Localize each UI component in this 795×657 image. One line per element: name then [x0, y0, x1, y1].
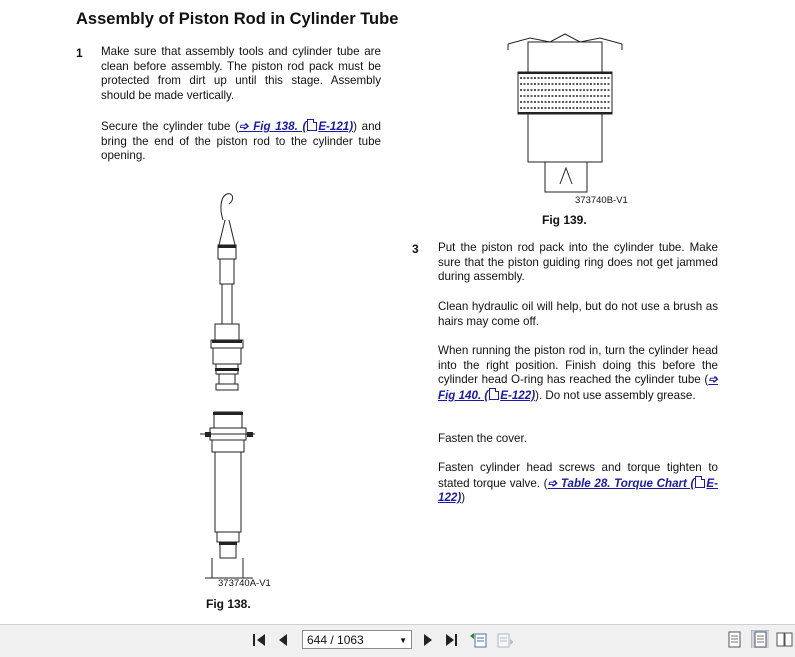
step-3-number: 3 — [412, 242, 419, 256]
chevron-down-icon: ▼ — [399, 636, 407, 645]
fig-139-drawing — [500, 24, 630, 199]
text5-suffix: ) — [461, 491, 466, 505]
fig-139-id: 373740B-V1 — [575, 195, 628, 206]
last-page-icon — [446, 634, 454, 646]
secure-suffix: ) and bring the end of the piston rod to the cylinder tube opening. — [101, 120, 381, 163]
continuous-page-icon — [755, 632, 766, 647]
table-28-link-page: E-122) — [438, 476, 718, 505]
page-indicator: 644 / 1063 — [307, 633, 364, 647]
fig-138-caption: Fig 138. — [206, 597, 251, 611]
document-icon — [695, 476, 705, 488]
single-page-view-button[interactable] — [727, 631, 745, 649]
facing-pages-icon — [777, 633, 792, 646]
fig-138-link-page: E-121) — [318, 120, 354, 133]
step-3-text-4: Fasten the cover. — [438, 432, 527, 445]
fig-138-link[interactable] — [239, 120, 353, 133]
previous-page-button[interactable] — [276, 632, 294, 650]
facing-pages-view-button[interactable] — [776, 631, 794, 649]
fig-138-id: 373740A-V1 — [218, 578, 271, 589]
previous-page-icon — [279, 634, 287, 646]
go-forward-view-button[interactable] — [495, 630, 513, 648]
step-1-text: Make sure that assembly tools and cylinder tube are clean before assembly. The piston rod pack must be protected from dirt up until this stage. Assembly should be made vertically. — [101, 45, 381, 102]
view-history-forward-icon — [498, 634, 513, 647]
table-28-link-label: ➩ Table 28. Torque Chart ( — [547, 476, 695, 490]
go-back-view-button[interactable] — [469, 630, 487, 648]
first-page-button[interactable] — [251, 632, 269, 650]
document-icon — [307, 119, 317, 131]
fig-140-link-label: ➩ Fig 140. ( — [438, 373, 718, 402]
step-3-text-1: Put the piston rod pack into the cylinder tube. Make sure that the piston guiding ring does not get jammed during assembly. — [438, 241, 718, 284]
step-3-text-2: Clean hydraulic oil will help, but do not use a brush as hairs may come off. — [438, 300, 718, 328]
continuous-view-button[interactable] — [751, 630, 769, 648]
single-page-icon — [729, 632, 740, 647]
text5-prefix: Fasten cylinder head screws and torque tighten to stated torque valve. ( — [438, 461, 718, 490]
next-page-button[interactable] — [421, 632, 439, 650]
first-page-icon — [253, 634, 255, 646]
fig-138-link-label: ➩ Fig 138. ( — [238, 120, 307, 133]
page-title: Assembly of Piston Rod in Cylinder Tube — [76, 10, 399, 28]
secure-prefix: Secure the cylinder tube ( — [101, 120, 239, 133]
fig-138-drawing — [195, 190, 275, 585]
text3-prefix: When running the piston rod in, turn the cylinder head into the right position. Finish doing this before the cylinder head O-ring has reached the cylinder tube ( — [438, 344, 718, 387]
view-history-back-icon — [470, 633, 486, 647]
step-3-text-3 — [438, 344, 718, 403]
document-icon — [489, 388, 499, 400]
page-selector[interactable] — [302, 630, 412, 649]
fig-140-link-page: E-122) — [500, 388, 536, 402]
step-1-secure-text — [101, 119, 381, 164]
fig-139-caption: Fig 139. — [542, 213, 587, 227]
step-3-text-5 — [438, 461, 718, 506]
last-page-button[interactable] — [443, 632, 461, 650]
next-page-icon — [424, 634, 432, 646]
step-1-number: 1 — [76, 46, 83, 60]
text3-suffix: ). Do not use assembly grease. — [535, 388, 696, 402]
